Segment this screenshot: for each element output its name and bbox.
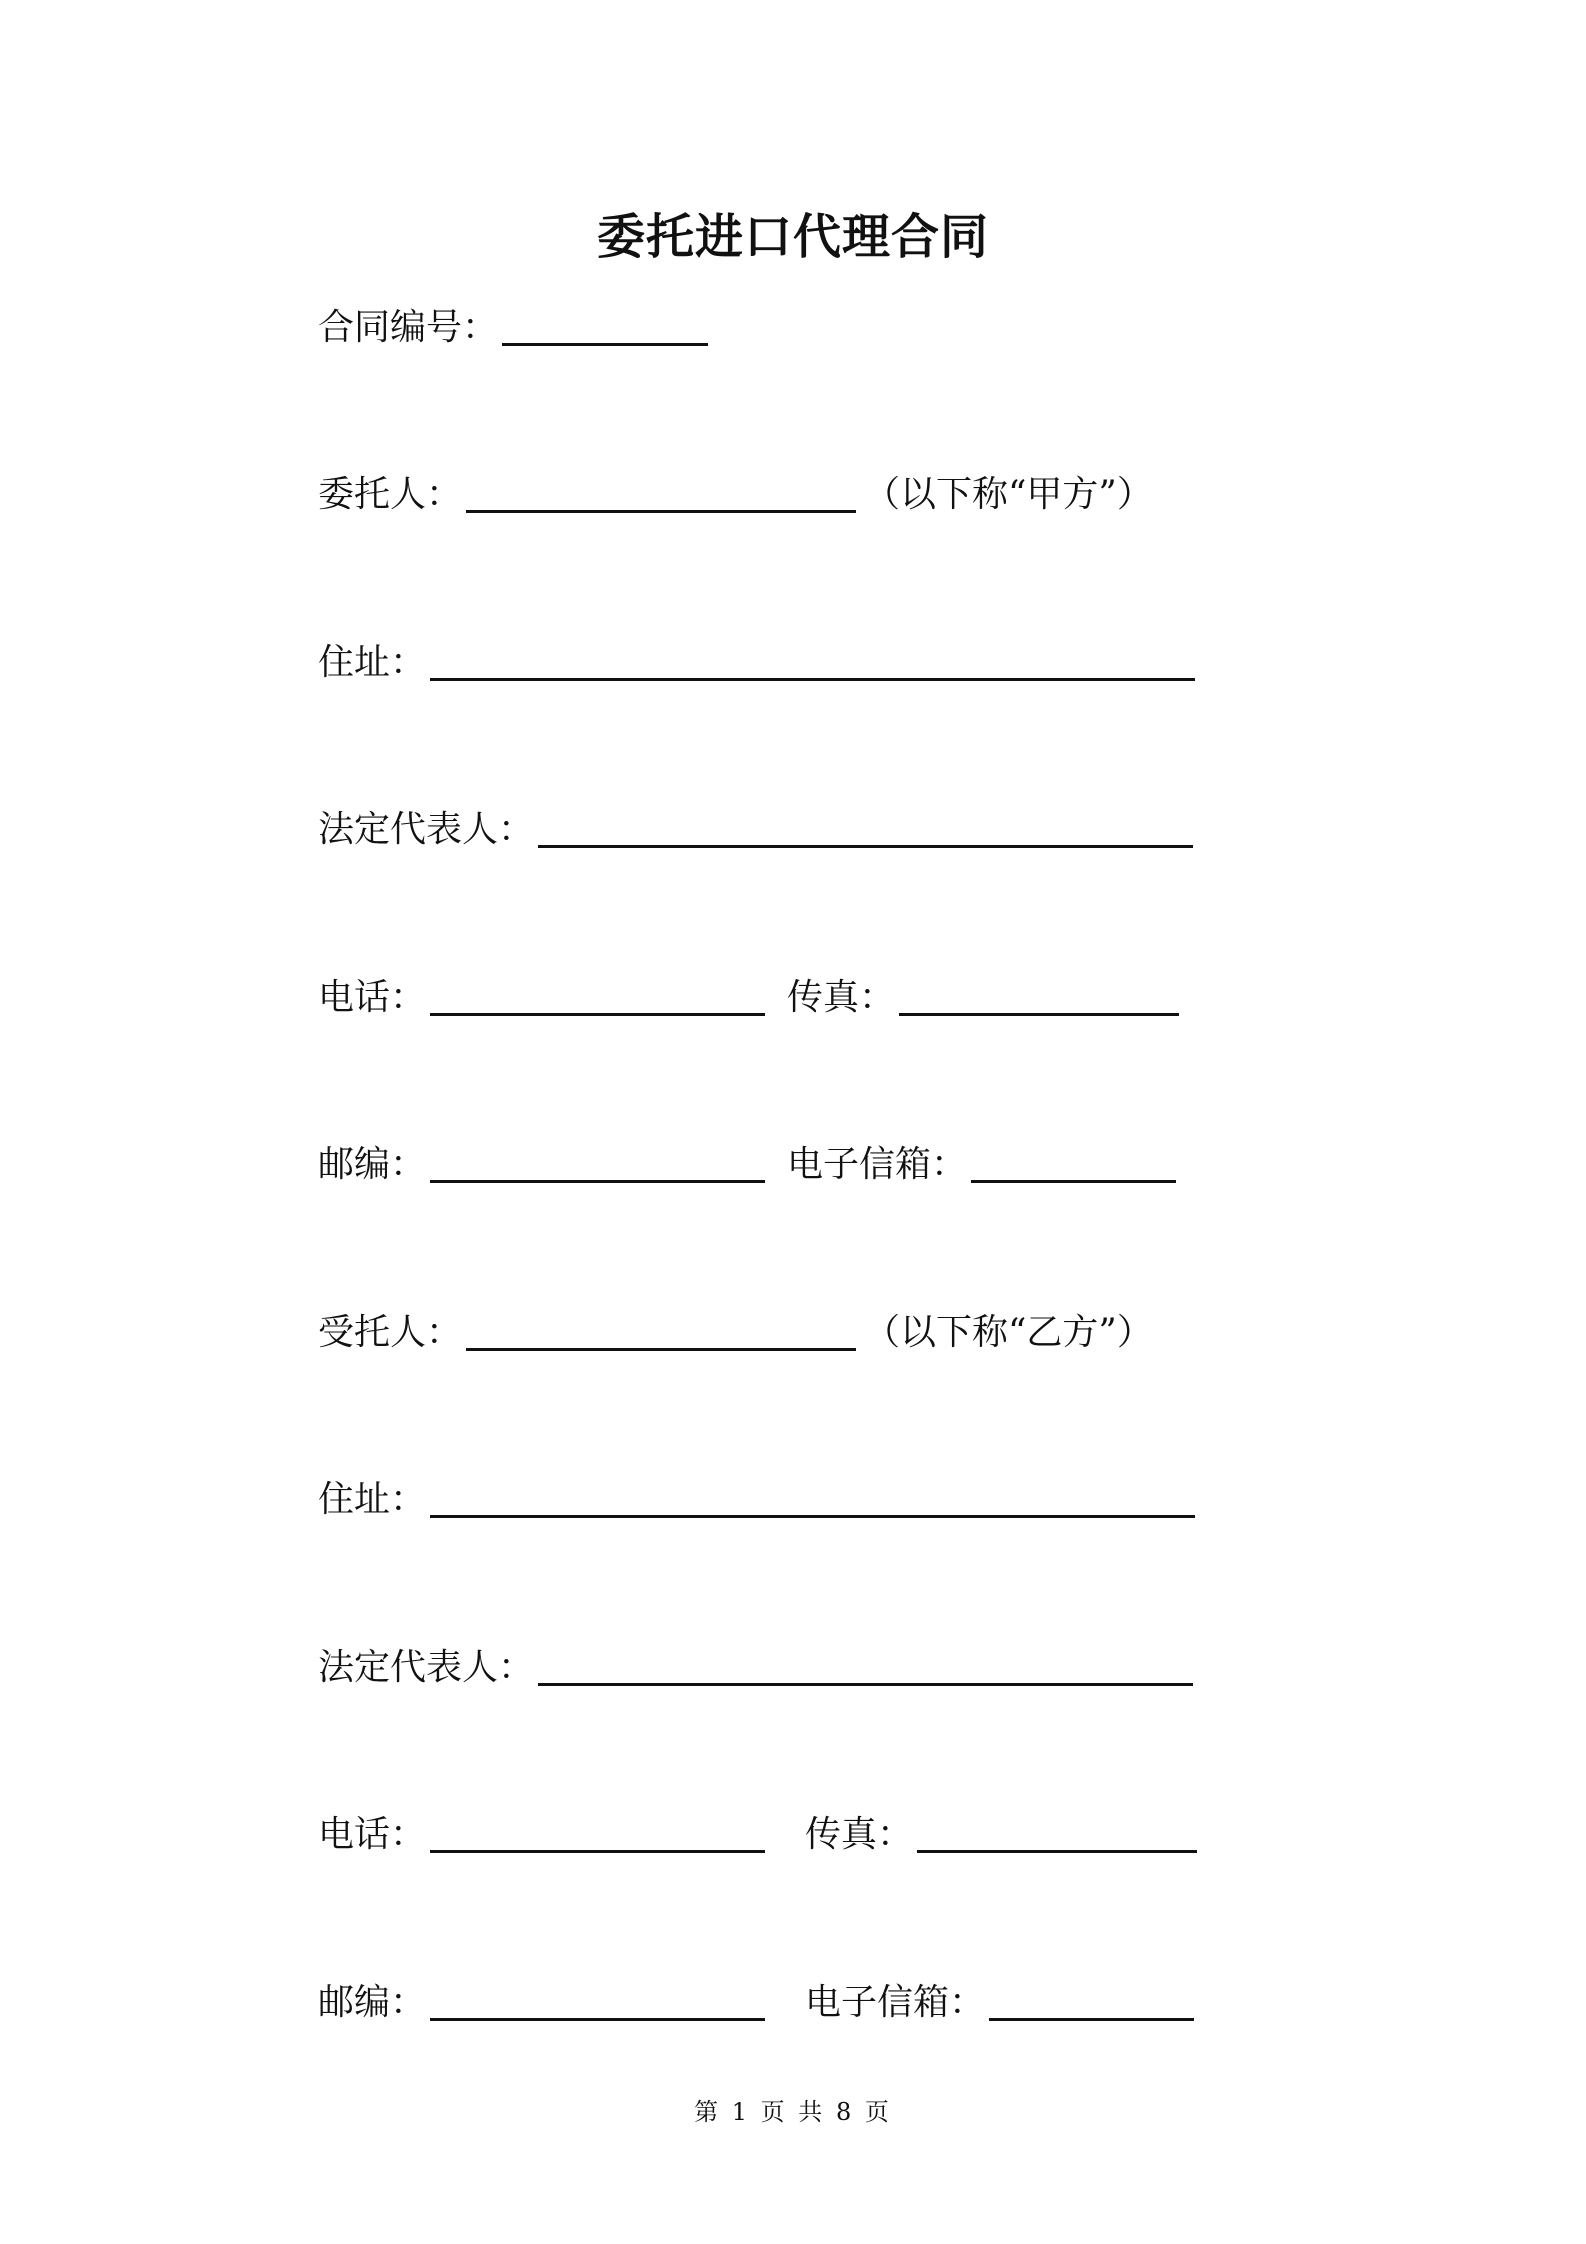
party-b-legal-rep-label: 法定代表人： xyxy=(318,1647,535,1688)
contract-number-blank[interactable] xyxy=(502,303,708,346)
party-b-phone-fax-row xyxy=(318,1797,1197,1857)
party-a-email-blank[interactable] xyxy=(971,1140,1176,1183)
party-b-name-suffix: （以下称“乙方”） xyxy=(864,1312,1153,1353)
party-b-fax-label: 传真： xyxy=(805,1814,914,1855)
contract-number-label: 合同编号： xyxy=(318,307,499,348)
party-b-name-row xyxy=(318,1295,1153,1355)
party-a-legal-rep-row xyxy=(318,792,1193,852)
party-b-postcode-label: 邮编： xyxy=(318,1982,427,2023)
party-a-postcode-blank[interactable] xyxy=(430,1140,765,1183)
party-b-postcode-email-row xyxy=(318,1965,1194,2025)
party-b-phone-blank[interactable] xyxy=(430,1810,765,1853)
party-b-legal-rep-blank[interactable] xyxy=(538,1643,1193,1686)
party-a-address-label: 住址： xyxy=(318,642,427,683)
party-a-phone-blank[interactable] xyxy=(430,973,765,1016)
party-a-name-suffix: （以下称“甲方”） xyxy=(864,474,1153,515)
party-a-address-row xyxy=(318,625,1195,685)
party-b-address-label: 住址： xyxy=(318,1479,427,1520)
party-a-legal-rep-blank[interactable] xyxy=(538,805,1193,848)
party-b-postcode-blank[interactable] xyxy=(430,1978,765,2021)
party-a-legal-rep-label: 法定代表人： xyxy=(318,809,535,850)
party-a-name-label: 委托人： xyxy=(318,474,463,515)
page-footer: 第 1 页 共 8 页 xyxy=(694,2098,892,2126)
party-a-postcode-email-row xyxy=(318,1127,1176,1187)
party-a-phone-fax-row xyxy=(318,960,1179,1020)
party-b-fax-blank[interactable] xyxy=(917,1810,1197,1853)
party-b-address-blank[interactable] xyxy=(430,1475,1195,1518)
party-b-phone-label: 电话： xyxy=(318,1814,427,1855)
party-b-address-row xyxy=(318,1462,1195,1522)
party-a-name-blank[interactable] xyxy=(466,470,856,513)
party-a-email-label: 电子信箱： xyxy=(787,1144,968,1185)
party-b-email-label: 电子信箱： xyxy=(805,1982,986,2023)
party-a-name-row xyxy=(318,457,1153,517)
party-a-phone-label: 电话： xyxy=(318,977,427,1018)
document-title: 委托进口代理合同 xyxy=(596,209,989,265)
party-b-name-blank[interactable] xyxy=(466,1308,856,1351)
party-a-fax-label: 传真： xyxy=(787,977,896,1018)
party-b-legal-rep-row xyxy=(318,1630,1193,1690)
party-b-name-label: 受托人： xyxy=(318,1312,463,1353)
party-b-email-blank[interactable] xyxy=(989,1978,1194,2021)
party-a-address-blank[interactable] xyxy=(430,638,1195,681)
party-a-postcode-label: 邮编： xyxy=(318,1144,427,1185)
party-a-fax-blank[interactable] xyxy=(899,973,1179,1016)
contract-number-row xyxy=(318,290,708,350)
